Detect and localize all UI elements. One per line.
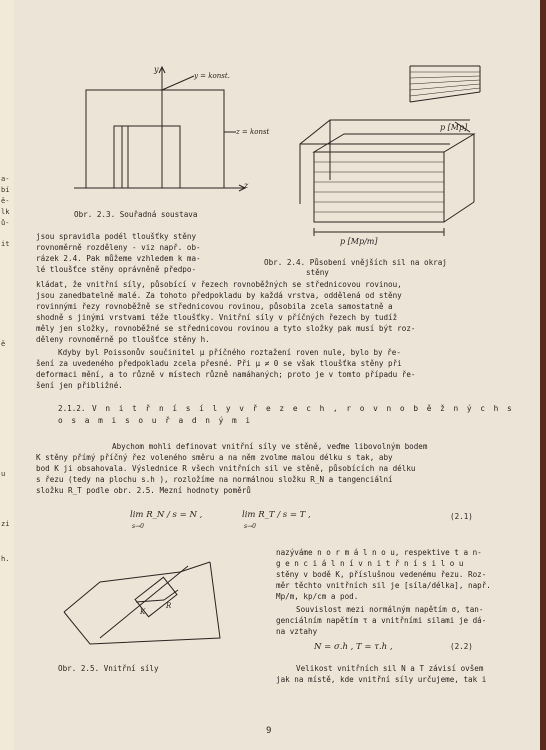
equation-limit: s→0: [244, 523, 256, 530]
text-line: šení za uvedeného předpokladu zcela přesné. Při μ ≠ 0 se však tloušťka stěny při: [36, 359, 402, 368]
figure-wall-load: [270, 62, 500, 250]
equation2-number: (2.2): [450, 642, 473, 651]
figure-internal-forces: [60, 552, 240, 652]
text-line: Souvislost mezi normálným napětím σ, tan-: [296, 605, 484, 614]
figure-coordinate-system: [74, 64, 270, 194]
svg-text:R: R: [166, 602, 172, 610]
edge-text: a-: [1, 175, 10, 183]
load-top-label: p [Mp]: [440, 123, 468, 132]
text-line: genciálním napětím τ a vnitřními silami je dá-: [276, 616, 487, 625]
text-line: Kdyby byl Poissonův součinitel μ příčného roztažení roven nule, bylo by ře-: [58, 348, 401, 357]
z-axis-label: z: [244, 181, 249, 190]
edge-text: ů-: [1, 219, 10, 227]
text-line: Velikost vnitřních sil N a T závisí ovšem: [296, 664, 484, 673]
text-line: rovinnými řezy rovnoběžně se střednicovou rovinou, působila zcela samostatně a: [36, 302, 393, 311]
y-axis-label: y: [154, 65, 159, 74]
text-line: deformaci mění, a to různě v místech různě namáhaných; proto je v tomto případu ře-: [36, 370, 416, 379]
text-line: měr těchto vnitřních sil je [síla/délka], např.: [276, 581, 491, 590]
text-line: jsou spravidla podél tloušťky stěny: [36, 232, 197, 241]
equation-left: lim R_N / s = N ,: [130, 510, 203, 520]
section-title-line1: V n i t ř n í s í l y v ř e z e c h , r o v n o b ě ž n ý c h s: [92, 404, 514, 413]
fig25-caption: Obr. 2.5. Vnitřní síly: [58, 664, 159, 673]
page-number: 9: [266, 726, 272, 736]
z-const-label: z = konst: [236, 128, 270, 136]
edge-text: u: [1, 470, 6, 478]
load-bottom-label: p [Mp/m]: [340, 237, 378, 246]
svg-text:K: K: [140, 608, 146, 616]
text-line: měly jen složky, rovnoběžné se střednicovou rovinou a tyto složky pak musí být roz-: [36, 324, 416, 333]
text-line: Abychom mohli definovat vnitřní síly ve stěně, veďme libovolným bodem: [112, 442, 428, 451]
text-line: s řezu (tedy na plochu s.h ), rozložíme na normálnou složku R_N a tangenciální: [36, 475, 393, 484]
text-line: Mp/m, kp/cm a pod.: [276, 592, 359, 601]
fig24-caption-line2: stěny: [306, 268, 329, 277]
section-number: 2.1.2.: [58, 404, 86, 413]
y-const-label: y = konst.: [194, 72, 230, 80]
text-line: shodně s jinými vrstvami téže tloušťky. Vnitřní síly v příčných řezech by tudíž: [36, 313, 398, 322]
edge-text: bí: [1, 186, 10, 194]
book-page: [14, 0, 540, 750]
text-line: jak na místě, kde vnitřní síly určujeme, tak i: [276, 675, 487, 684]
fig23-caption: Obr. 2.3. Souřadná soustava: [74, 210, 198, 219]
edge-text: zi: [1, 520, 10, 528]
edge-text: ě-: [1, 197, 10, 205]
equation-number: (2.1): [450, 512, 473, 521]
fig24-caption-line1: Obr. 2.4. Působení vnějších sil na okraj: [264, 258, 447, 267]
text-line: děleny rovnoměrně po tloušťce stěny h.: [36, 335, 210, 344]
equation2: N = σ.h , T = τ.h ,: [314, 642, 393, 652]
text-line: kládat, že vnitřní síly, působící v řezech rovnoběžných se střednicovou rovinou,: [36, 280, 402, 289]
text-line: g e n c i á l n í v n i t ř n í s i l o u: [276, 559, 464, 568]
edge-text: lk: [1, 208, 10, 216]
text-line: složku R_T podle obr. 2.5. Mezní hodnoty poměrů: [36, 486, 251, 495]
edge-text: it: [1, 240, 10, 248]
text-line: stěny v bodě K, příslušnou vedenému řezu. Roz-: [276, 570, 487, 579]
text-line: bod K ji obsahovala. Výslednice R všech vnitřních sil ve stěně, působících na délku: [36, 464, 416, 473]
text-line: nazýváme n o r m á l n o u, respektive t a n-: [276, 548, 482, 557]
section-title-line2: o s a m i s o u ř a d n ý m i: [58, 416, 253, 425]
text-line: rovnoměrně rozděleny - viz např. ob-: [36, 243, 201, 252]
edge-text: h.: [1, 555, 10, 563]
text-line: lé tloušťce stěny oprávněně předpo-: [36, 265, 197, 274]
text-line: rázek 2.4. Pak můžeme vzhledem k ma-: [36, 254, 201, 263]
text-line: jsou zanedbatelně malé. Za tohoto předpokladu by každá vrstva, oddělená od stěny: [36, 291, 402, 300]
text-line: K stěny přímý příčný řez voleného směru a na něm zvolme malou délku s tak, aby: [36, 453, 393, 462]
text-line: šení jen přibližné.: [36, 381, 123, 390]
edge-text: ě: [1, 340, 6, 348]
previous-page-edge: [0, 0, 14, 750]
text-line: na vztahy: [276, 627, 318, 636]
equation-limit: s→0: [132, 523, 144, 530]
equation-right: lim R_T / s = T ,: [242, 510, 311, 520]
